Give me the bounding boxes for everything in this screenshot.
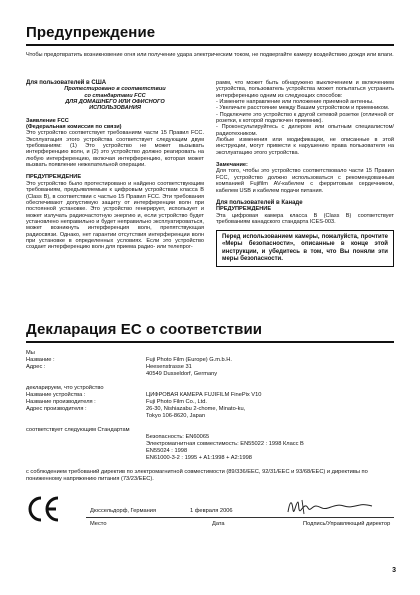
maker-value: Fuji Photo Film Co., Ltd.: [146, 399, 208, 405]
bullet-2: - Увеличьте расстояние между Вашим устройством и приемником.: [216, 105, 390, 112]
address-label: Адрес :: [26, 364, 46, 370]
bullet-4: - Проконсультируйтесь с дилером или опытным специалистом/радиотехником.: [216, 124, 394, 137]
page-number: 3: [392, 567, 396, 574]
fcc-heading: Заявление FCC: [26, 117, 69, 124]
safety-notice-box: Перед использованием камеры, пожалуйста, прочтите «Меры безопасности», описанные в конце этой инструкции, и убедитесь в том, что Вы поняли эти меры безопасности.: [216, 230, 394, 267]
caution-text: Это устройство было протестировано и найдено соответствующим требованиям, предъявляемым к цифровым устройствам класса В (Class B), в соответствии с частью 15 Правил FCC. Эти требования обеспечивают допустимую защиту от интерференции волн при постоянной установке. Это устройство генерирует, использует и может излучать радиочастотную энергию и, если устройство будет установлено неправильно и будет неправильно эксплуатироваться, может возникнуть интерференция волн, препятствующая радиосвязи. Однако, нет гарантии отсутствия интерференции волн при установке в определенных условиях. Если это устройство создает интерференцию волн для приема радио- или телепрог-: [26, 180, 204, 251]
address-line-2: 40549 Dusseldorf, Germany: [146, 371, 218, 377]
maker-address-line-2: Tokyo 106-8620, Japan: [146, 413, 206, 419]
note-heading: Замечание:: [216, 162, 248, 169]
standard-emc: Электромагнитная совместимость: EN55022 : 1998 Класс B: [146, 441, 304, 447]
ce-mark-icon: [26, 495, 60, 523]
place-label: Место: [90, 521, 107, 527]
directive-text: с соблюдением требований директив по электромагнитной совместимости (89/336/EEC, 92/31/EEC и 93/68/EEC) и директивы по пониженному напряжению питания (73/23/EEC).: [26, 469, 368, 482]
fcc-subheading: (Федеральная комиссия по связи): [26, 124, 122, 131]
page-title: Предупреждение: [26, 24, 156, 41]
caution-heading: ПРЕДУПРЕЖДЕНИЕ: [26, 174, 82, 181]
standard-en55024: EN55024 : 1998: [146, 448, 188, 454]
canada-caution-heading: ПРЕДУПРЕЖДЕНИЕ: [216, 206, 272, 213]
name-label: Название :: [26, 357, 55, 363]
canada-text: Эта цифровая камера класса В (Class B) соответствует требованиям канадского стандарта ICES-003.: [216, 212, 394, 225]
signature-label: Подпись/Управляющий директор: [303, 521, 391, 527]
usa-heading: Для пользователей в США: [26, 80, 107, 86]
maker-address-label: Адрес производителя :: [26, 406, 87, 412]
note-text: Для того, чтобы это устройство соответствовало части 15 Правил FCC, устройство должно использоваться с рекомендованным компанией Fujifilm AV-кабелем с ферритовым сердечником, кабелем USB и кабелем подачи питания.: [216, 168, 394, 194]
signature-image: [284, 496, 376, 518]
left-column: [26, 80, 204, 251]
standards-intro: соответствует следующим Стандартам: [26, 427, 130, 433]
name-value: Fuji Photo Film (Europe) G.m.b.H.: [146, 357, 232, 363]
product-label: Название устройства :: [26, 392, 86, 398]
tested-line-1: Протестировано в соответствии: [64, 86, 166, 93]
we-text: Мы: [26, 350, 35, 356]
intro-text: Чтобы предотвратить возникновение огня или получение удара электрическим током, не подвергайте камеру воздействию дождя или влаги.: [26, 52, 394, 58]
maker-address-line-1: 26-30, Nishiazabu 2-chome, Minato-ku,: [146, 406, 246, 412]
address-line-1: Heesenstrasse 31: [146, 364, 192, 370]
modification-text: Любые изменения или модификации, не описанные в этой инструкции, могут привести к нарушению права пользователя на эксплуатацию этого устройства.: [216, 137, 394, 156]
product-value: ЦИФРОВАЯ КАМЕРА FUJIFILM FinePix V10: [146, 392, 262, 398]
fcc-text: Это устройство соответствует требованиям части 15 Правил FCC. Эксплуатация этого устройства соответствует следующим двум требованиям: (1) Это устройство не может вызывать интерференцию волн, и (2) это устройство должно реагировать на любую интерференцию, включая интерференцию, которая может вызвать появление нежелательной операции.: [26, 130, 204, 169]
maker-label: Название производителя :: [26, 399, 96, 405]
bullet-3: - Подключите это устройство к другой сетевой розетке (отличной от розетки, к которой подключен приемник).: [216, 111, 394, 125]
place-value: Дюссельдорф, Германия: [90, 508, 157, 514]
signature-line: [86, 517, 394, 518]
declaration-rule: [26, 341, 394, 343]
tested-line-4: ИСПОЛЬЗОВАНИЯ: [89, 105, 141, 112]
canada-heading: Для пользователей в Канаде: [216, 199, 303, 206]
right-column: [216, 80, 394, 267]
declaration-title: Декларация ЕС о соответствии: [26, 321, 263, 338]
title-rule: [26, 44, 394, 46]
declare-text: декларируем, что устройство: [26, 385, 104, 391]
date-label: Дата: [212, 521, 225, 527]
interference-text: рамм, что может быть обнаружено выключением и включением устройства, пользователь устройства может попытаться устранить интерференцию одним из следующих способов:: [216, 80, 394, 99]
tested-line-2: со стандартами FCC: [84, 92, 146, 99]
standard-safety: Безопасность: EN60065: [146, 434, 210, 440]
date-value: 1 февраля 2006: [190, 508, 233, 514]
bullet-1: - Измените направление или положение приемной антенны.: [216, 99, 374, 106]
tested-line-3: ДЛЯ ДОМАШНЕГО ИЛИ ОФИСНОГО: [65, 99, 165, 106]
standard-en61000: EN61000-3-2 : 1995 + A1:1998 + A2:1998: [146, 455, 252, 461]
